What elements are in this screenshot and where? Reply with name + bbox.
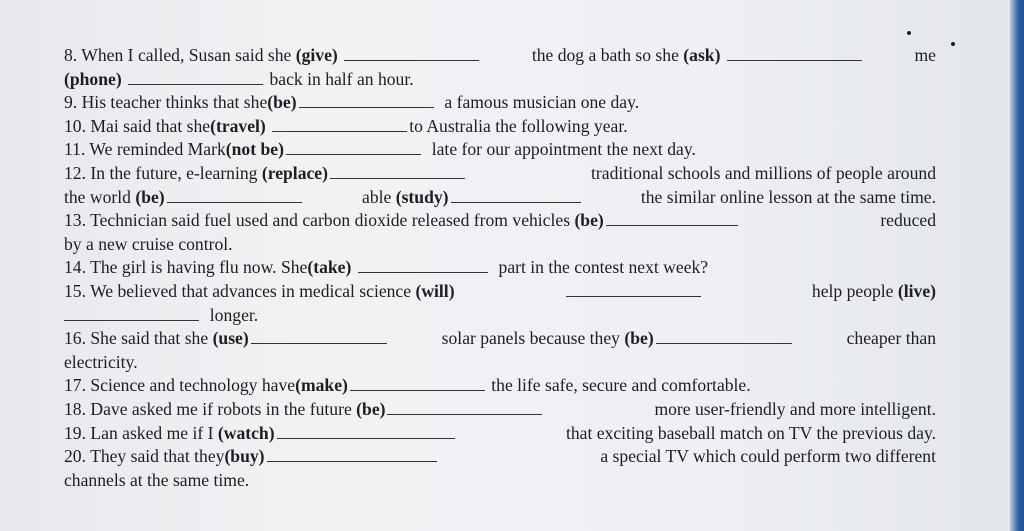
question-text: that exciting baseball match on TV the previous day.: [565, 422, 936, 443]
verb-hint: (make): [295, 375, 348, 396]
question-text: the life safe, secure and comfortable.: [491, 375, 751, 396]
question-8-line-2: [64, 68, 936, 92]
question-12-line-1: [64, 162, 936, 186]
question-20-line-2: [64, 469, 936, 493]
question-9: [64, 91, 936, 115]
verb-hint: (phone): [64, 68, 122, 89]
question-text: help people: [811, 280, 898, 301]
answer-blank[interactable]: [451, 186, 581, 203]
question-text: me: [914, 45, 936, 65]
question-text: back in half an hour.: [269, 68, 414, 89]
answer-blank[interactable]: [277, 422, 455, 439]
question-text: 14. The girl is having flu now. She: [64, 257, 308, 278]
verb-hint: (buy): [224, 446, 265, 467]
verb-hint: (be): [267, 92, 297, 113]
question-text: solar panels because they: [441, 328, 625, 349]
question-text: part in the contest next week?: [498, 257, 709, 278]
question-text: 20. They said that they: [64, 446, 225, 467]
ink-speck: [951, 42, 955, 46]
answer-blank[interactable]: [128, 68, 263, 85]
question-text: a famous musician one day.: [444, 92, 640, 113]
question-text: longer.: [209, 304, 259, 325]
question-13-line-2: [64, 233, 936, 257]
question-16-line-1: [64, 327, 936, 351]
answer-blank[interactable]: [272, 115, 407, 132]
answer-blank[interactable]: [167, 186, 302, 203]
verb-hint: (be): [574, 210, 604, 231]
question-text: 13. Technician said fuel used and carbon dioxide released from vehicles: [64, 210, 575, 231]
question-text: 10. Mai said that she: [64, 115, 211, 136]
question-14: [64, 256, 936, 280]
verb-hint: (take): [307, 257, 352, 278]
question-10: [64, 115, 936, 139]
verb-hint: (live): [897, 280, 936, 301]
question-20-line-1: [64, 445, 936, 469]
question-17: [64, 374, 936, 398]
verb-hint: (be): [135, 186, 165, 207]
question-18: [64, 398, 936, 422]
answer-blank[interactable]: [330, 162, 465, 179]
question-text: 19. Lan asked me if I: [64, 422, 218, 443]
answer-blank[interactable]: [267, 445, 437, 462]
question-text: the world: [64, 186, 136, 207]
question-text: electricity.: [64, 351, 138, 372]
verb-hint: (ask): [683, 45, 721, 65]
question-16-line-2: [64, 351, 936, 375]
verb-hint: (replace): [261, 162, 328, 183]
answer-blank[interactable]: [299, 91, 434, 108]
verb-hint: (be): [356, 398, 386, 419]
question-12-line-2: [64, 186, 936, 210]
question-text: traditional schools and millions of people around: [591, 162, 936, 183]
question-text: 18. Dave asked me if robots in the future: [64, 398, 357, 419]
verb-hint: (use): [212, 328, 249, 349]
question-text: 17. Science and technology have: [64, 375, 296, 396]
verb-hint: (watch): [217, 422, 275, 443]
question-text: the dog a bath so she: [531, 45, 684, 65]
verb-hint: (give): [295, 45, 338, 65]
question-13-line-1: [64, 209, 936, 233]
verb-hint: (be): [624, 328, 654, 349]
question-text: the similar online lesson at the same time.: [640, 186, 936, 207]
question-11: [64, 138, 936, 162]
answer-blank[interactable]: [286, 138, 421, 155]
answer-blank[interactable]: [358, 256, 488, 273]
question-text: 16. She said that she: [64, 328, 213, 349]
question-15-line-2: [64, 304, 936, 328]
question-15-line-1: [64, 280, 936, 304]
question-19: [64, 422, 936, 446]
answer-blank[interactable]: [64, 304, 199, 321]
question-text: reduced: [880, 210, 936, 231]
question-text: channels at the same time.: [64, 469, 250, 490]
question-text: 8. When I called, Susan said she: [64, 45, 296, 65]
answer-blank[interactable]: [566, 280, 701, 297]
question-8-line-1: [64, 44, 936, 68]
answer-blank[interactable]: [350, 374, 485, 391]
ink-speck: [907, 31, 911, 35]
page-edge: [1010, 0, 1024, 531]
question-text: by a new cruise control.: [64, 233, 233, 254]
question-text: cheaper than: [846, 328, 936, 349]
question-text: 9. His teacher thinks that she: [64, 92, 268, 113]
exercise-list: [64, 44, 936, 492]
verb-hint: (not be): [225, 139, 284, 160]
verb-hint: (study): [395, 186, 449, 207]
answer-blank[interactable]: [344, 44, 479, 61]
question-text: a special TV which could perform two different: [600, 446, 936, 467]
answer-blank[interactable]: [727, 44, 862, 61]
answer-blank[interactable]: [387, 398, 542, 415]
answer-blank[interactable]: [606, 209, 738, 226]
verb-hint: (travel): [210, 115, 266, 136]
verb-hint: (will): [415, 280, 455, 301]
question-text: able: [362, 186, 396, 207]
question-text: 12. In the future, e-learning: [64, 162, 262, 183]
question-text: 11. We reminded Mark: [64, 139, 226, 160]
answer-blank[interactable]: [656, 327, 792, 344]
question-text: to Australia the following year.: [409, 115, 628, 136]
question-text: late for our appointment the next day.: [431, 139, 696, 160]
question-text: 15. We believed that advances in medical science: [64, 280, 416, 301]
answer-blank[interactable]: [251, 327, 387, 344]
question-text: more user-friendly and more intelligent.: [654, 398, 936, 419]
